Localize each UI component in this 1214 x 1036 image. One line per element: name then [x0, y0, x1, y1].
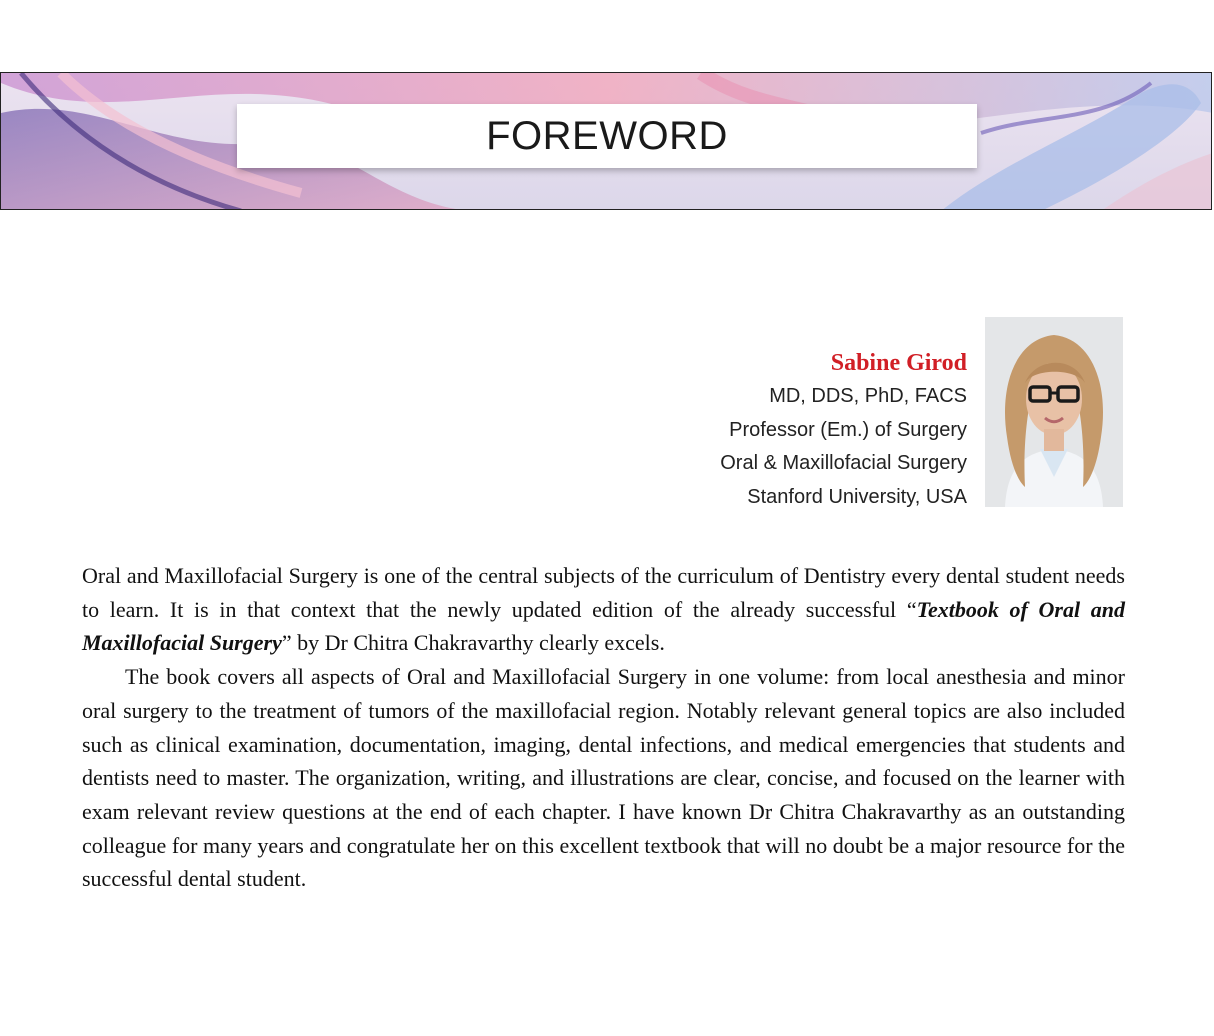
page-title: FOREWORD [486, 113, 728, 158]
author-photo [985, 317, 1123, 507]
author-info [720, 346, 967, 514]
author-position: Professor (Em.) of Surgery [729, 418, 967, 441]
author-credentials: MD, DDS, PhD, FACS [769, 385, 967, 407]
foreword-body [82, 559, 1125, 896]
book-title: Textbook of Oral and Maxillofacial Surgery [82, 596, 1125, 656]
author-name: Sabine Girod [830, 350, 967, 376]
paragraph-1-conclusion: ” by Dr Chitra Chakravarthy clearly excels. [281, 630, 665, 656]
portrait-image [985, 317, 1123, 507]
paragraph-1-intro: Oral and Maxillofacial Surgery is one of the central subjects of the curriculum of Dentistry every dental student needs to learn. It is in that context that the newly updated edition of the already successful “ [82, 563, 1125, 622]
author-institution: Stanford University, USA [747, 485, 967, 508]
paragraph-2: The book covers all aspects of Oral and Maxillofacial Surgery in one volume: from local anesthesia and minor oral surgery to the treatment of tumors of the maxillofacial region. Notably relevant general topics are also included such as clinical examination, documentation, imaging, dental infections, and medical emergencies that students and dentists need to master. The organization, writing, and illustrations are clear, concise, and focused on the learner with exam relevant review questions at the end of each chapter. I have known Dr Chitra Chakravarthy as an outstanding colleague for many years and congratulate her on this excellent textbook that will no doubt be a major resource for the successful dental student. [82, 664, 1125, 892]
page-title-box [237, 104, 977, 168]
author-department: Oral & Maxillofacial Surgery [720, 452, 967, 474]
paragraph-1 [82, 559, 1125, 660]
